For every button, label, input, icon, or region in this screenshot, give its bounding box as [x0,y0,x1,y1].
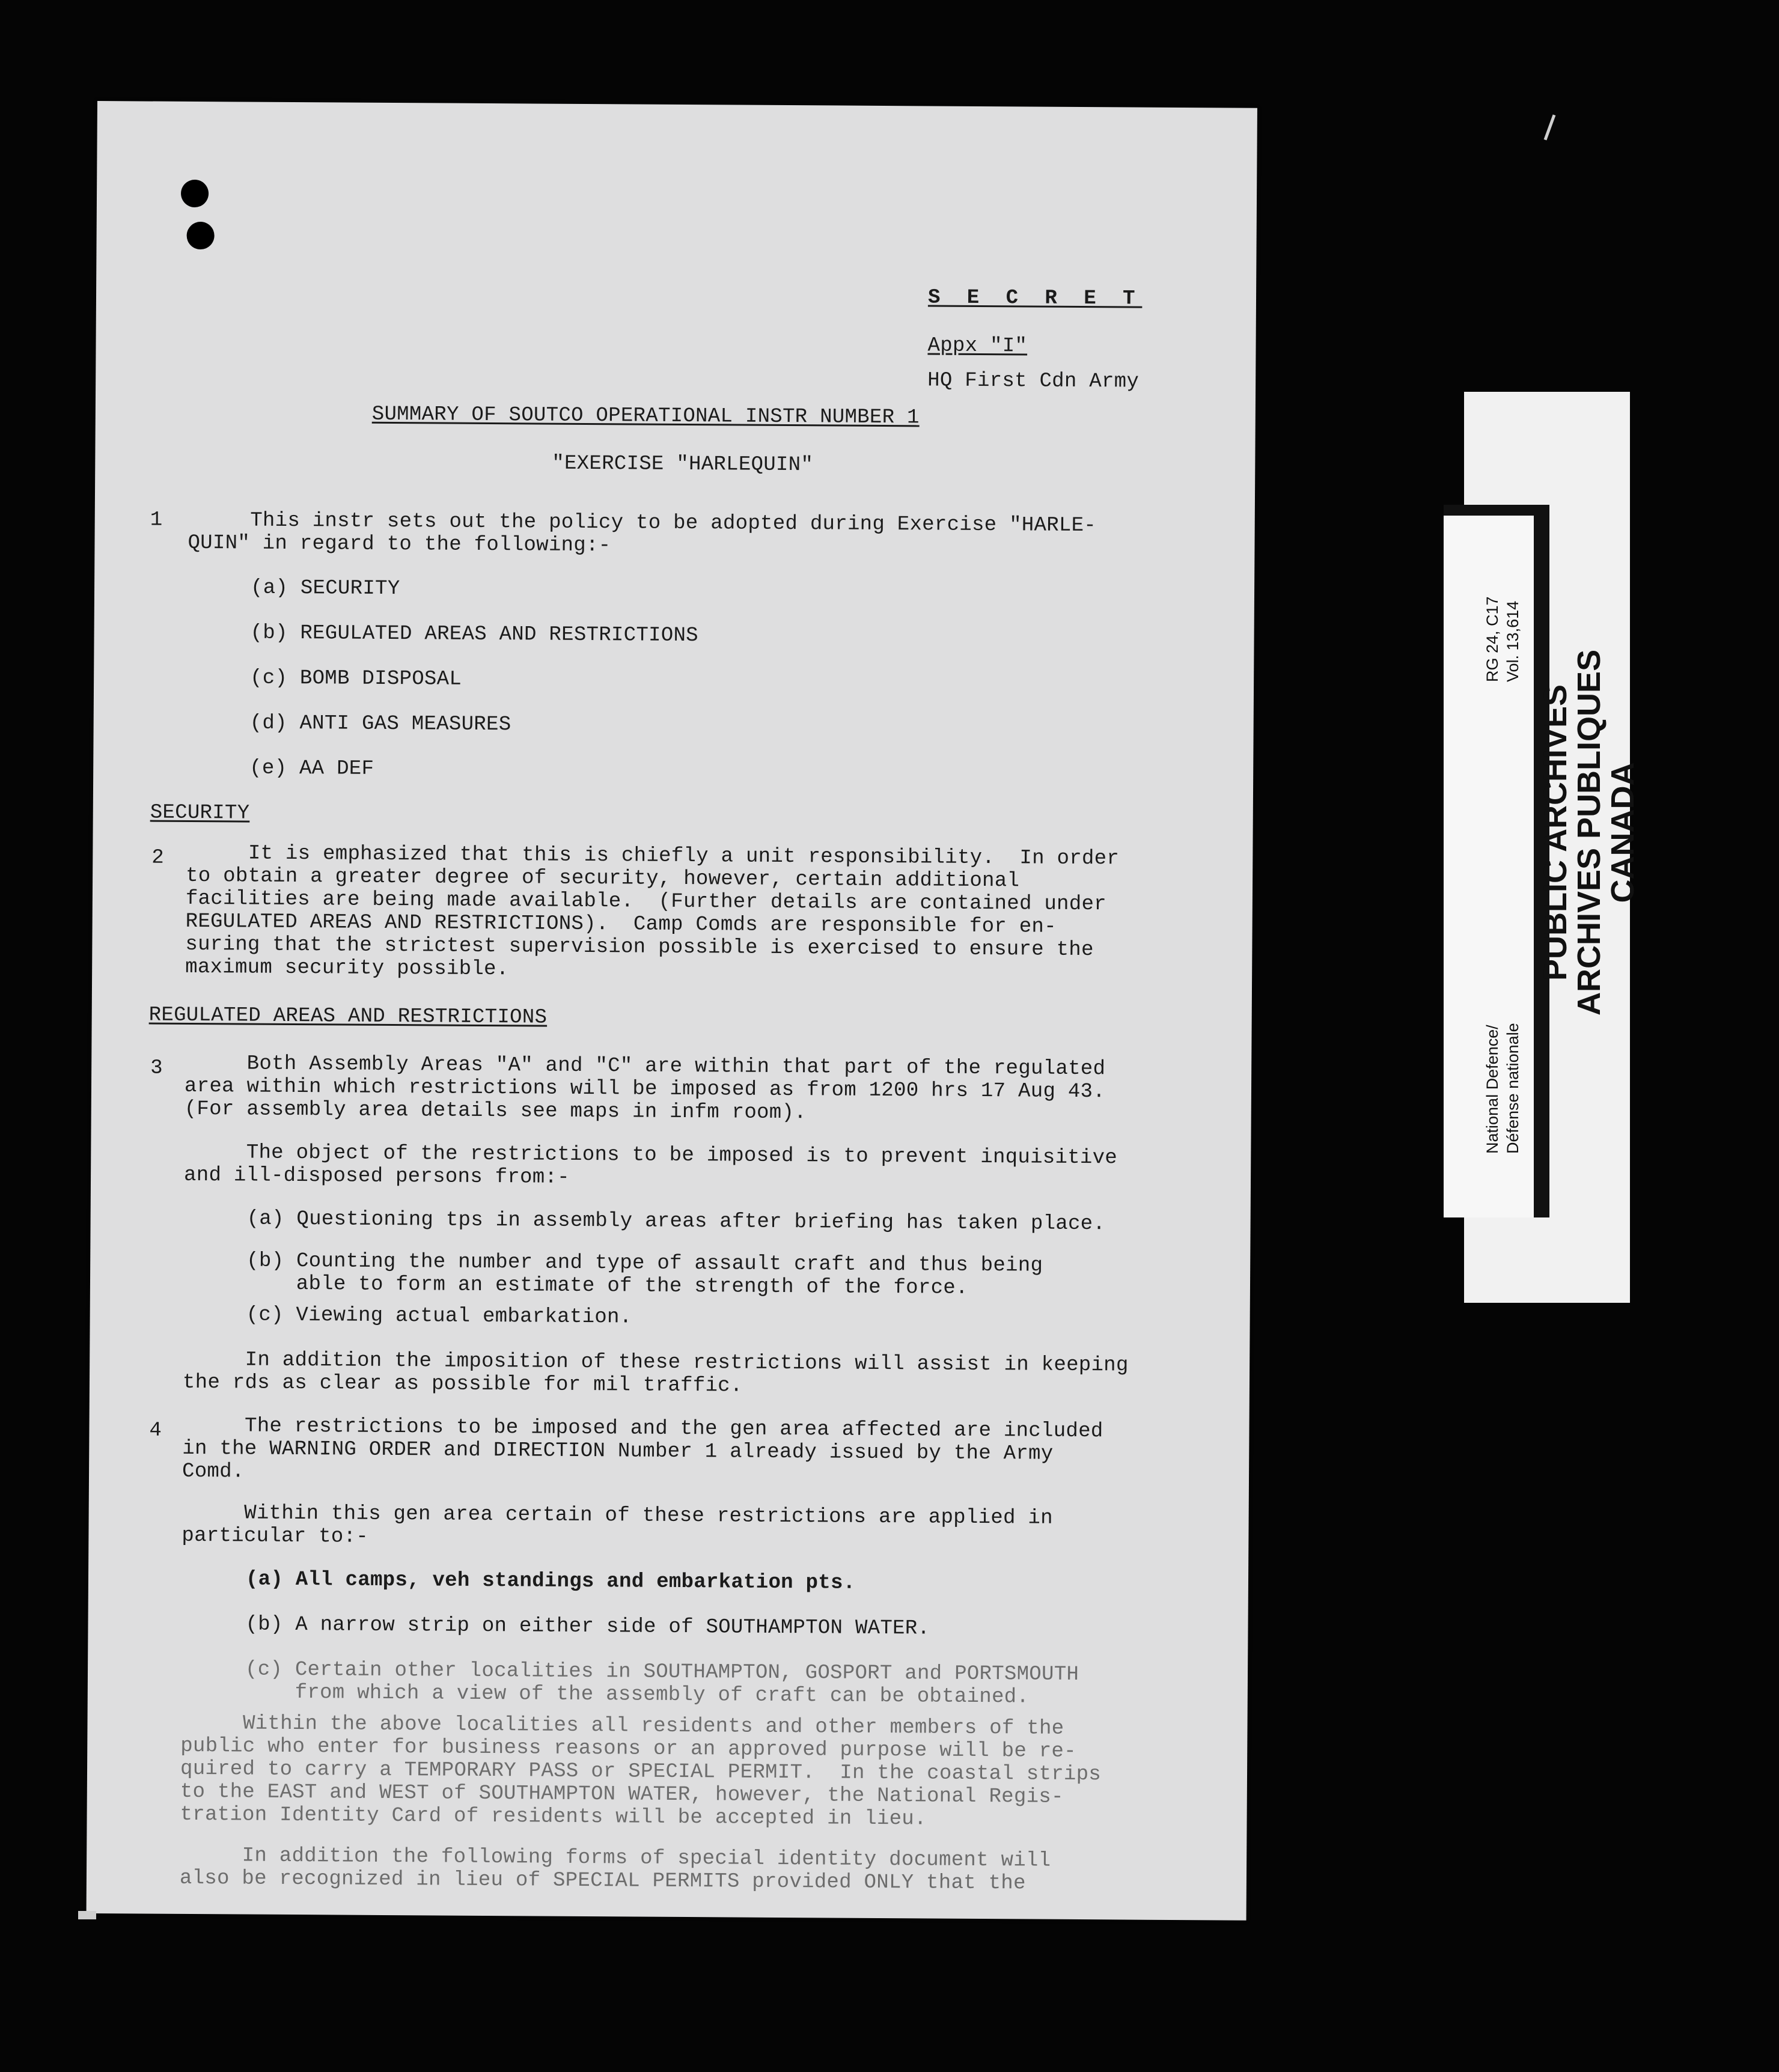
paragraph-4-identity-text: In addition the following forms of special identity document will also be recognized in lieu of SPECIAL PERMITS provided ONLY that the [179,1844,1051,1895]
para1-item-a: (a) SECURITY [250,576,400,601]
para4-item-b: (b) A narrow strip on either side of SOUTHAMPTON WATER. [245,1613,930,1641]
para3-item-a: (a) Questioning tps in assembly areas after briefing has taken place. [246,1207,1106,1236]
hq-label: HQ First Cdn Army [927,369,1140,394]
archive-reference: RG 24, C17 Vol. 13,614 [1483,596,1522,682]
paragraph-4-residents-text: Within the above localities all residents and other members of the public who enter for business reasons or an approved purpose will be re- quired to carry a TEMPORARY PASS or SPECIAL PERMIT. In the coastal strips to the EAST and WEST of SOUTHAMPTON WATER, however, the National Regis- tration Identity Card of residents will be accepted in lieu. [180,1711,1102,1831]
paragraph-3-addition-text: In addition the imposition of these restrictions will assist in keeping the rds as clear as possible for mil traffic. [182,1348,1129,1398]
para3-item-c: (c) Viewing actual embarkation. [246,1303,632,1329]
paragraph-number-1: 1 [150,508,163,532]
document-subtitle: "EXERCISE "HARLEQUIN" [552,452,814,477]
paragraph-1-text: This instr sets out the policy to be adopted during Exercise "HARLE- QUIN" in regard to the following:- [188,508,1097,558]
para1-item-c: (c) BOMB DISPOSAL [250,666,462,691]
para4-item-c: (c) Certain other localities in SOUTHAMPTON, GOSPORT and PORTSMOUTH from which a view of the assembly of craft can be obtained. [245,1658,1079,1709]
security-heading: SECURITY [150,801,250,825]
punch-hole-bottom [186,222,214,249]
paragraph-4-within-text: Within this gen area certain of these restrictions are applied in particular to:- [182,1501,1053,1549]
para4-item-a: (a) All camps, veh standings and embarkation pts. [245,1568,856,1595]
scan-mark-top-right [1544,114,1556,140]
document-title: SUMMARY OF SOUTCO OPERATIONAL INSTR NUMBER 1 [371,403,920,430]
para1-item-b: (b) REGULATED AREAS AND RESTRICTIONS [250,621,699,648]
paragraph-2-text: It is emphasized that this is chiefly a unit responsibility. In order to obtain a greater degree of security, however, certain additional facilities are being made available. (Further details are contained under REGULATED AREAS AND RESTRICTIONS). Camp Comds are responsible for en- suring that the strictest supervision possible is exercised to ensure the maximum security possible. [185,841,1120,981]
regulated-areas-heading: REGULATED AREAS AND RESTRICTIONS [148,1004,548,1029]
document-page [87,101,1257,1921]
scan-mark-left [78,1911,96,1919]
punch-hole-top [181,180,209,207]
paragraph-4-text: The restrictions to be imposed and the gen area affected are included in the WARNING ORDER and DIRECTION Number 1 already issued by the Army Comd. [182,1414,1103,1484]
archive-name: PUBLIC ARCHIVES ARCHIVES PUBLIQUES CANADA [1537,649,1641,1016]
archive-department: National Defence/ Défense nationale [1483,1023,1522,1154]
appendix-label: Appx "I" [927,334,1028,358]
paragraph-3-object-text: The object of the restrictions to be imposed is to prevent inquisitive and ill-disposed persons from:- [183,1141,1118,1189]
paragraph-number-3: 3 [150,1056,163,1080]
paragraph-number-4: 4 [149,1419,162,1442]
classification-marking: S E C R E T [927,286,1143,311]
para3-item-b: (b) Counting the number and type of assault craft and thus being able to form an estimate of the strength of the force. [246,1249,1043,1300]
paragraph-number-2: 2 [151,846,164,870]
para1-item-e: (e) AA DEF [249,757,374,781]
paragraph-3-text: Both Assembly Areas "A" and "C" are within that part of the regulated area within which restrictions will be imposed as from 1200 hrs 17 Aug 43. (For assembly area details see maps in infm room). [184,1052,1106,1125]
para1-item-d: (d) ANTI GAS MEASURES [249,711,511,737]
